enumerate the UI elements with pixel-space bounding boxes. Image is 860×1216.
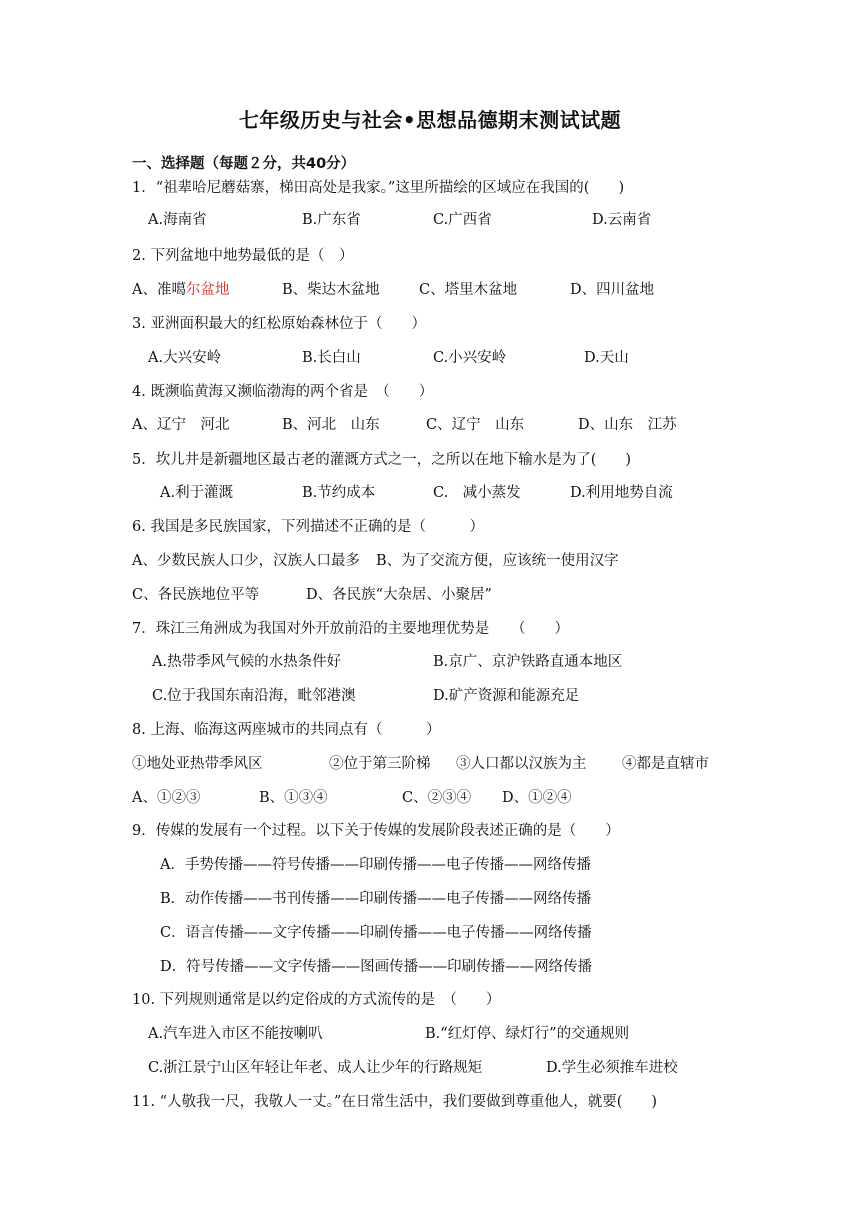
option-7d: D.矿产资源和能源充足 — [433, 688, 580, 704]
statement-8-1: ①地处亚热带季风区 — [132, 756, 263, 772]
statement-8-4: ④都是直辖市 — [622, 756, 709, 772]
option-9b: B．动作传播——书刊传播——印刷传播——电子传播——网络传播 — [160, 891, 592, 907]
question-stem-3: 3. 亚洲面积最大的红松原始森林位于（ ） — [132, 316, 426, 332]
option-9c: C．语言传播——文字传播——印刷传播——电子传播——网络传播 — [160, 925, 592, 941]
option-8c: C、②③④ — [402, 790, 472, 806]
option-2a-prefix: A、准噶 — [132, 282, 186, 298]
question-stem-4: 4. 既濒临黄海又濒临渤海的两个省是 （ ） — [132, 384, 434, 400]
option-8a: A、①②③ — [132, 790, 201, 806]
option-5c: C. 减小蒸发 — [433, 485, 521, 501]
question-stem-1: 1．“祖辈哈尼蘑菇寨，梯田高处是我家。”这里所描绘的区域应在我国的( ) — [132, 180, 625, 196]
option-1d: D.云南省 — [592, 212, 652, 228]
option-1c: C.广西省 — [433, 212, 492, 228]
option-2c: C、塔里木盆地 — [419, 282, 518, 298]
option-10a: A.汽车进入市区不能按喇叭 — [148, 1026, 323, 1042]
option-6b: B、为了交流方便，应该统一使用汉字 — [376, 553, 619, 569]
option-2a — [132, 281, 229, 299]
option-8d: D、①②④ — [502, 790, 572, 806]
question-stem-6: 6. 我国是多民族国家，下列描述不正确的是（ ） — [132, 519, 484, 535]
option-8b: B、①③④ — [259, 790, 328, 806]
question-stem-7: 7．珠江三角洲成为我国对外开放前沿的主要地理优势是 （ ） — [132, 621, 569, 637]
question-stem-8: 8. 上海、临海这两座城市的共同点有（ ） — [132, 722, 441, 738]
option-10c: C.浙江景宁山区年轻让年老、成人让少年的行路规矩 — [148, 1060, 483, 1076]
option-9a: A．手势传播——符号传播——印刷传播——电子传播——网络传播 — [160, 857, 591, 873]
option-7a: A.热带季风气候的水热条件好 — [152, 654, 342, 670]
option-3d: D.天山 — [584, 350, 629, 366]
option-6d: D、各民族“大杂居、小聚居” — [306, 587, 492, 603]
option-5a: A.利于灌溉 — [160, 485, 234, 501]
statement-8-2: ②位于第三阶梯 — [329, 756, 431, 772]
option-10b: B.“红灯停、绿灯行”的交通规则 — [425, 1026, 630, 1042]
option-6a: A、少数民族人口少，汉族人口最多 — [132, 553, 360, 569]
question-stem-5: 5．坎儿井是新疆地区最古老的灌溉方式之一，之所以在地下输水是为了( ) — [132, 452, 632, 468]
option-2d: D、四川盆地 — [570, 282, 655, 298]
option-3a: A.大兴安岭 — [148, 350, 222, 366]
option-7b: B.京广、京沪铁路直通本地区 — [433, 654, 623, 670]
option-6c: C、各民族地位平等 — [132, 587, 260, 603]
question-stem-11: 11. “人敬我一尺，我敬人一丈。”在日常生活中，我们要做到尊重他人，就要( ) — [132, 1094, 658, 1110]
option-3c: C.小兴安岭 — [433, 350, 507, 366]
statement-8-3: ③人口都以汉族为主 — [456, 756, 587, 772]
option-2b: B、柴达木盆地 — [282, 282, 380, 298]
page-title: 七年级历史与社会•思想品德期末测试试题 — [238, 108, 622, 132]
section-heading: 一、选择题（每题２分，共40分） — [132, 156, 356, 172]
option-9d: D．符号传播——文字传播——图画传播——印刷传播——网络传播 — [160, 959, 593, 975]
option-4a: A、辽宁 河北 — [132, 417, 230, 433]
option-5d: D.利用地势自流 — [570, 485, 673, 501]
option-10d: D.学生必须推车进校 — [546, 1060, 678, 1076]
question-stem-2: 2. 下列盆地中地势最低的是（ ） — [132, 248, 354, 264]
option-4b: B、河北 山东 — [282, 417, 380, 433]
option-5b: B.节约成本 — [302, 485, 376, 501]
question-stem-9: 9．传媒的发展有一个过程。以下关于传媒的发展阶段表述正确的是（ ） — [132, 823, 620, 839]
option-4d: D、山东 江苏 — [578, 417, 677, 433]
option-4c: C、辽宁 山东 — [426, 417, 525, 433]
option-7c: C.位于我国东南沿海，毗邻港澳 — [152, 688, 356, 704]
question-stem-10: 10. 下列规则通常是以约定俗成的方式流传的是 （ ） — [132, 992, 501, 1008]
option-1a: A.海南省 — [148, 212, 207, 228]
option-1b: B.广东省 — [302, 212, 361, 228]
option-2a-highlight: 尔盆地 — [185, 282, 230, 298]
option-3b: B.长白山 — [302, 350, 361, 366]
